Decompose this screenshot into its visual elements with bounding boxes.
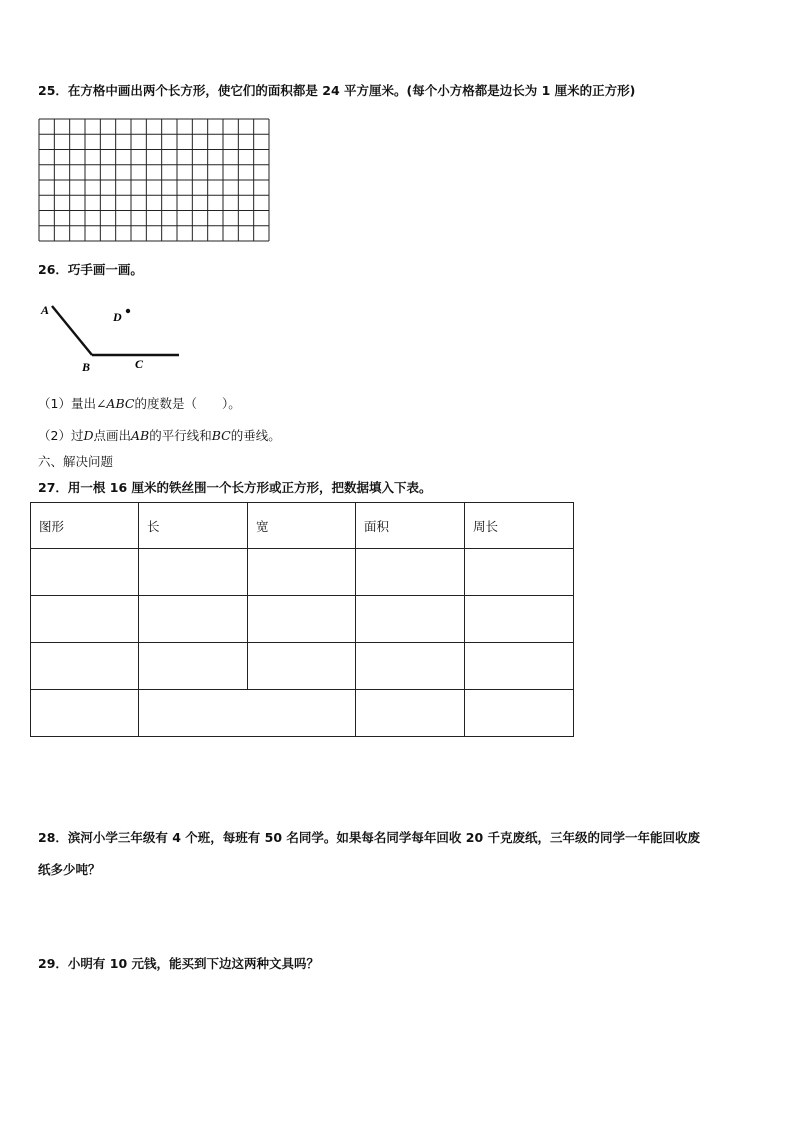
answer-cell[interactable]: [356, 596, 465, 643]
answer-cell[interactable]: [31, 690, 139, 737]
q26-part2-ab: AB: [131, 428, 150, 443]
table-row: [31, 690, 574, 737]
q27-number: 27．: [38, 480, 68, 495]
answer-cell[interactable]: [465, 596, 574, 643]
q26-part2-bc: BC: [211, 428, 231, 443]
header-perimeter: 周长: [465, 503, 574, 549]
q26-part2-t3: 的垂线。: [230, 428, 281, 443]
table-header-row: [31, 503, 574, 549]
q26-part2-t2: 的平行线和: [149, 428, 212, 443]
header-width: 宽: [248, 503, 356, 549]
label-d: D: [113, 310, 122, 324]
answer-cell[interactable]: [31, 549, 139, 596]
label-b: B: [82, 360, 91, 374]
answer-cell[interactable]: [248, 596, 356, 643]
q26-body: 巧手画一画。: [67, 262, 143, 277]
answer-cell[interactable]: [356, 690, 465, 737]
q26-text: [38, 262, 143, 278]
table-row: [31, 596, 574, 643]
answer-cell[interactable]: [248, 549, 356, 596]
q26-part1-angle: ∠ABC: [95, 396, 135, 411]
answer-cell[interactable]: [465, 549, 574, 596]
q28-body: 滨河小学三年级有 4 个班，每班有 50 名同学。如果每名同学每年回收 20 千克废纸，三年级的同学一年能回收废: [67, 830, 701, 845]
point-d: [126, 309, 130, 313]
q25-body: 在方格中画出两个长方形，使它们的面积都是 24 平方厘米。(每个小方格都是边长为 1 厘米的正方形): [67, 83, 636, 98]
header-shape: 图形: [31, 503, 139, 549]
q26-part2-d: D: [83, 428, 94, 443]
answer-cell[interactable]: [139, 643, 248, 690]
angle-abc-figure[interactable]: [38, 296, 188, 374]
shape-data-table: [30, 502, 574, 737]
answer-cell[interactable]: [356, 643, 465, 690]
answer-cell[interactable]: [465, 690, 574, 737]
label-c: C: [135, 357, 144, 371]
q26-part1: [38, 396, 241, 412]
q27-body: 用一根 16 厘米的铁丝围一个长方形或正方形，把数据填入下表。: [67, 480, 432, 495]
table-row: [31, 643, 574, 690]
q28-line2: 纸多少吨？: [38, 862, 101, 877]
q28-number: 28．: [38, 830, 68, 845]
answer-cell-merged[interactable]: [139, 690, 356, 737]
header-length: 长: [139, 503, 248, 549]
q28-line1: [38, 830, 700, 846]
q26-number: 26．: [38, 262, 68, 277]
square-grid[interactable]: [38, 118, 270, 242]
q29-number: 29．: [38, 956, 68, 971]
q27-text: [38, 480, 432, 496]
q29-body: 小明有 10 元钱，能买到下边这两种文具吗？: [67, 956, 320, 971]
q26-part2-prefix: （2）过: [38, 428, 84, 443]
ray-ba: [52, 306, 92, 355]
label-a: A: [41, 303, 50, 317]
header-area: 面积: [356, 503, 465, 549]
q26-part1-prefix: （1）量出: [38, 396, 96, 411]
answer-cell[interactable]: [139, 549, 248, 596]
table-row: [31, 549, 574, 596]
q26-part1-suffix: 的度数是（ ）。: [134, 396, 241, 411]
q25-number: 25．: [38, 83, 68, 98]
section-heading: 六、解决问题: [38, 454, 114, 469]
answer-cell[interactable]: [31, 596, 139, 643]
answer-cell[interactable]: [139, 596, 248, 643]
answer-cell[interactable]: [465, 643, 574, 690]
answer-cell[interactable]: [31, 643, 139, 690]
q26-part2-t1: 点画出: [93, 428, 131, 443]
q25-text: [38, 83, 635, 99]
q26-part2: [38, 428, 281, 444]
answer-cell[interactable]: [248, 643, 356, 690]
q29-text: [38, 956, 319, 972]
answer-cell[interactable]: [356, 549, 465, 596]
